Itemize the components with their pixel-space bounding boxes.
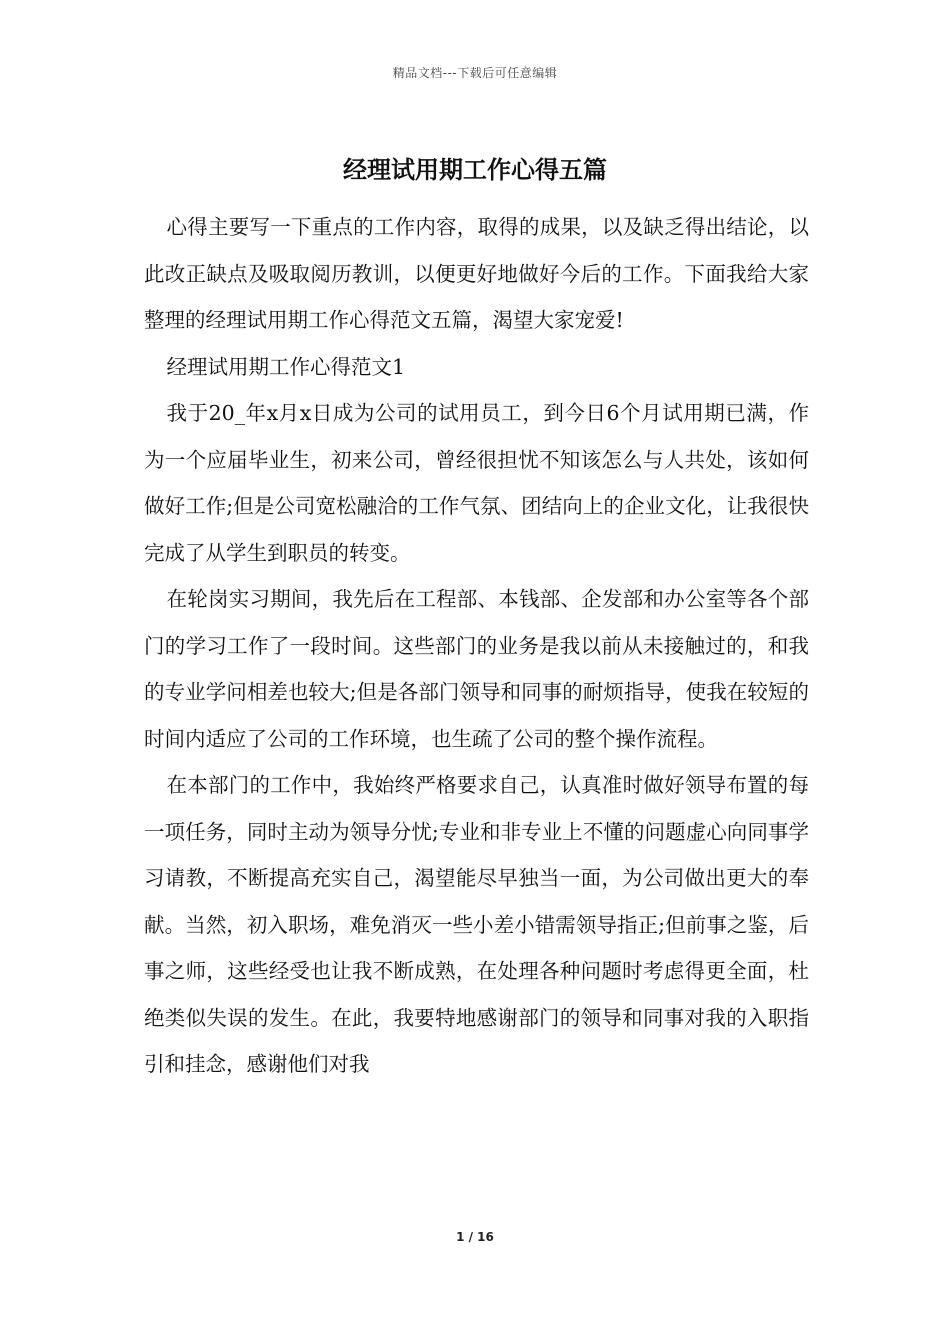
section-heading: 经理试用期工作心得范文1 [166,354,406,379]
header-note: 精品文档---下载后可任意编辑 [392,66,558,80]
document-body [144,204,809,1088]
paragraph-intro: 心得主要写一下重点的工作内容，取得的成果，以及缺乏得出结论，以此改正缺点及吸取阅历教训，以便更好地做好今后的工作。下面我给大家整理的经理试用期工作心得范文五篇，渴望大家宠爱! [144,215,809,332]
document-title: 经理试用期工作心得五篇 [343,156,607,184]
paragraph-rotation: 在轮岗实习期间，我先后在工程部、本钱部、企发部和办公室等各个部门的学习工作了一段时间。这些部门的业务是我以前从未接触过的，和我的专业学问相差也较大;但是各部门领导和同事的耐烦指导，使我在较短的时间内适应了公司的工作环境，也生疏了公司的整个操作流程。 [144,587,809,751]
paragraph-probation: 我于20_年x月x日成为公司的试用员工，到今日6个月试用期已满，作为一个应届毕业生，初来公司，曾经很担忧不知该怎么与人共处，该如何做好工作;但是公司宽松融洽的工作气氛、团结向上的企业文化，让我很快完成了从学生到职员的转变。 [144,401,809,565]
page-number: 1 / 16 [456,1230,494,1244]
paragraph-department-work: 在本部门的工作中，我始终严格要求自己，认真准时做好领导布置的每一项任务，同时主动为领导分忧;专业和非专业上不懂的问题虚心向同事学习请教，不断提高充实自己，渴望能尽早独当一面，为公司做出更大的奉献。当然，初入职场，难免消灭一些小差小错需领导指正;但前事之鉴，后事之师，这些经受也让我不断成熟，在处理各种问题时考虑得更全面，杜绝类似失误的发生。在此，我要特地感谢部门的领导和同事对我的入职指引和挂念，感谢他们对我 [144,773,809,1076]
